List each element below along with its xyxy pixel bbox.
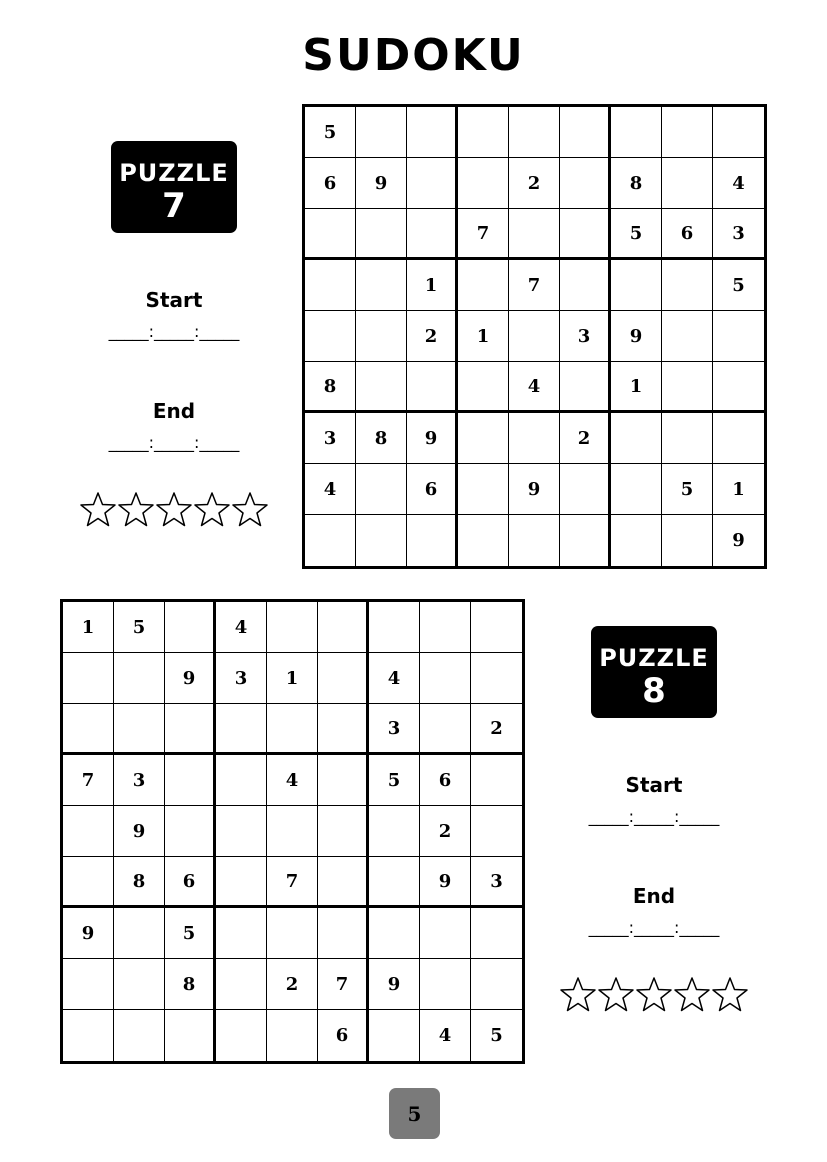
sudoku-cell[interactable]: 8 bbox=[611, 158, 662, 209]
sudoku-cell[interactable] bbox=[662, 260, 713, 311]
sudoku-cell[interactable]: 1 bbox=[407, 260, 458, 311]
sudoku-cell[interactable] bbox=[611, 260, 662, 311]
sudoku-cell[interactable]: 2 bbox=[471, 704, 522, 755]
sudoku-cell[interactable] bbox=[356, 107, 407, 158]
sudoku-cell[interactable] bbox=[216, 908, 267, 959]
star-icon[interactable] bbox=[79, 491, 117, 529]
sudoku-cell[interactable]: 9 bbox=[165, 653, 216, 704]
sudoku-cell[interactable]: 1 bbox=[713, 464, 764, 515]
sudoku-cell[interactable] bbox=[216, 959, 267, 1010]
sudoku-cell[interactable] bbox=[114, 704, 165, 755]
sudoku-cell[interactable] bbox=[662, 413, 713, 464]
sudoku-cell[interactable]: 2 bbox=[420, 806, 471, 857]
sudoku-cell[interactable]: 4 bbox=[267, 755, 318, 806]
sudoku-cell[interactable] bbox=[114, 908, 165, 959]
sudoku-cell[interactable] bbox=[305, 209, 356, 260]
star-icon[interactable] bbox=[231, 491, 269, 529]
sudoku-cell[interactable]: 2 bbox=[267, 959, 318, 1010]
sudoku-cell[interactable]: 8 bbox=[165, 959, 216, 1010]
sudoku-cell[interactable] bbox=[611, 107, 662, 158]
sudoku-cell[interactable] bbox=[407, 107, 458, 158]
sudoku-cell[interactable]: 3 bbox=[305, 413, 356, 464]
sudoku-cell[interactable] bbox=[560, 107, 611, 158]
sudoku-grid bbox=[302, 104, 767, 569]
sudoku-cell[interactable] bbox=[165, 602, 216, 653]
star-rating[interactable] bbox=[79, 491, 269, 529]
sudoku-cell[interactable] bbox=[420, 602, 471, 653]
sudoku-cell[interactable]: 3 bbox=[114, 755, 165, 806]
sudoku-cell[interactable] bbox=[165, 704, 216, 755]
sudoku-cell[interactable]: 2 bbox=[407, 311, 458, 362]
sudoku-cell[interactable] bbox=[560, 515, 611, 566]
sudoku-cell[interactable] bbox=[662, 107, 713, 158]
sudoku-cell[interactable]: 9 bbox=[509, 464, 560, 515]
sudoku-cell[interactable] bbox=[458, 515, 509, 566]
sudoku-cell[interactable] bbox=[356, 515, 407, 566]
sudoku-cell[interactable]: 6 bbox=[165, 857, 216, 908]
sudoku-cell[interactable] bbox=[318, 755, 369, 806]
end-label: End bbox=[152, 399, 196, 423]
sudoku-cell[interactable] bbox=[713, 413, 764, 464]
sudoku-cell[interactable] bbox=[369, 602, 420, 653]
sudoku-cell[interactable] bbox=[318, 857, 369, 908]
sudoku-cell[interactable] bbox=[267, 1010, 318, 1061]
sudoku-cell[interactable]: 4 bbox=[420, 1010, 471, 1061]
sudoku-cell[interactable] bbox=[407, 209, 458, 260]
sudoku-cell[interactable]: 1 bbox=[458, 311, 509, 362]
sudoku-cell[interactable] bbox=[458, 158, 509, 209]
sudoku-cell[interactable] bbox=[114, 1010, 165, 1061]
sudoku-cell[interactable] bbox=[560, 464, 611, 515]
sudoku-cell[interactable] bbox=[471, 755, 522, 806]
sudoku-cell[interactable]: 4 bbox=[216, 602, 267, 653]
star-icon[interactable] bbox=[559, 976, 597, 1014]
sudoku-cell[interactable] bbox=[458, 464, 509, 515]
sudoku-cell[interactable] bbox=[63, 806, 114, 857]
sudoku-cell[interactable] bbox=[713, 311, 764, 362]
sudoku-cell[interactable]: 8 bbox=[356, 413, 407, 464]
sudoku-cell[interactable] bbox=[63, 959, 114, 1010]
sudoku-cell[interactable] bbox=[63, 653, 114, 704]
sudoku-cell[interactable] bbox=[509, 311, 560, 362]
star-icon[interactable] bbox=[673, 976, 711, 1014]
sudoku-cell[interactable] bbox=[216, 1010, 267, 1061]
start-time-field[interactable]: _____:_____:_____ bbox=[588, 807, 720, 826]
sudoku-cell[interactable] bbox=[305, 260, 356, 311]
sudoku-cell[interactable]: 5 bbox=[165, 908, 216, 959]
sudoku-cell[interactable]: 5 bbox=[305, 107, 356, 158]
star-icon[interactable] bbox=[155, 491, 193, 529]
sudoku-cell[interactable] bbox=[420, 653, 471, 704]
sudoku-cell[interactable] bbox=[165, 755, 216, 806]
sudoku-cell[interactable]: 8 bbox=[114, 857, 165, 908]
page-title: SUDOKU bbox=[302, 30, 525, 81]
sudoku-cell[interactable] bbox=[216, 704, 267, 755]
sudoku-cell[interactable] bbox=[611, 515, 662, 566]
sudoku-cell[interactable]: 6 bbox=[407, 464, 458, 515]
sudoku-cell[interactable] bbox=[420, 704, 471, 755]
sudoku-cell[interactable] bbox=[611, 464, 662, 515]
sudoku-cell[interactable]: 1 bbox=[267, 653, 318, 704]
sudoku-cell[interactable]: 5 bbox=[114, 602, 165, 653]
sudoku-cell[interactable]: 6 bbox=[662, 209, 713, 260]
sudoku-cell[interactable] bbox=[662, 362, 713, 413]
end-label: End bbox=[632, 884, 676, 908]
sudoku-cell[interactable] bbox=[662, 515, 713, 566]
sudoku-cell[interactable] bbox=[305, 515, 356, 566]
end-time-field[interactable]: _____:_____:_____ bbox=[108, 433, 240, 452]
sudoku-cell[interactable] bbox=[63, 1010, 114, 1061]
star-icon[interactable] bbox=[711, 976, 749, 1014]
sudoku-grid bbox=[60, 599, 525, 1064]
puzzle-badge-number: 8 bbox=[642, 671, 666, 711]
sudoku-cell[interactable] bbox=[318, 653, 369, 704]
sudoku-cell[interactable] bbox=[662, 311, 713, 362]
sudoku-cell[interactable] bbox=[369, 857, 420, 908]
sudoku-cell[interactable]: 3 bbox=[216, 653, 267, 704]
sudoku-cell[interactable]: 6 bbox=[318, 1010, 369, 1061]
sudoku-cell[interactable]: 8 bbox=[305, 362, 356, 413]
sudoku-cell[interactable] bbox=[509, 209, 560, 260]
star-icon[interactable] bbox=[117, 491, 155, 529]
sudoku-cell[interactable]: 9 bbox=[732, 530, 745, 551]
sudoku-cell[interactable] bbox=[458, 362, 509, 413]
sudoku-cell[interactable] bbox=[267, 908, 318, 959]
star-icon[interactable] bbox=[597, 976, 635, 1014]
start-time-field[interactable]: _____:_____:_____ bbox=[108, 322, 240, 341]
sudoku-cell[interactable] bbox=[356, 311, 407, 362]
sudoku-cell[interactable] bbox=[407, 158, 458, 209]
sudoku-cell[interactable]: 2 bbox=[509, 158, 560, 209]
sudoku-cell[interactable] bbox=[267, 602, 318, 653]
sudoku-cell[interactable]: 3 bbox=[713, 209, 764, 260]
page-number: 5 bbox=[389, 1088, 440, 1139]
sudoku-cell[interactable] bbox=[216, 806, 267, 857]
start-label: Start bbox=[625, 773, 683, 797]
sudoku-cell[interactable]: 4 bbox=[713, 158, 764, 209]
sudoku-cell[interactable] bbox=[662, 158, 713, 209]
sudoku-cell[interactable] bbox=[356, 260, 407, 311]
sudoku-cell[interactable] bbox=[420, 908, 471, 959]
sudoku-cell[interactable] bbox=[267, 704, 318, 755]
sudoku-cell[interactable] bbox=[713, 107, 764, 158]
start-label: Start bbox=[145, 288, 203, 312]
sudoku-cell[interactable] bbox=[369, 908, 420, 959]
sudoku-cell[interactable]: 5 bbox=[369, 755, 420, 806]
sudoku-cell[interactable] bbox=[471, 653, 522, 704]
sudoku-cell[interactable] bbox=[509, 515, 560, 566]
sudoku-cell[interactable] bbox=[560, 362, 611, 413]
sudoku-cell[interactable] bbox=[318, 908, 369, 959]
sudoku-cell[interactable] bbox=[407, 362, 458, 413]
star-icon[interactable] bbox=[193, 491, 231, 529]
sudoku-cell[interactable]: 9 bbox=[63, 908, 114, 959]
sudoku-cell[interactable] bbox=[407, 515, 458, 566]
sudoku-cell[interactable] bbox=[63, 704, 114, 755]
sudoku-cell[interactable]: 9 bbox=[420, 857, 471, 908]
sudoku-cell[interactable] bbox=[471, 959, 522, 1010]
sudoku-cell[interactable]: 5 bbox=[662, 464, 713, 515]
sudoku-cell[interactable] bbox=[560, 158, 611, 209]
sudoku-cell[interactable] bbox=[458, 413, 509, 464]
sudoku-cell[interactable] bbox=[165, 806, 216, 857]
sudoku-cell[interactable]: 9 bbox=[407, 413, 458, 464]
sudoku-cell[interactable]: 3 bbox=[369, 704, 420, 755]
sudoku-cell[interactable] bbox=[471, 908, 522, 959]
sudoku-cell[interactable] bbox=[560, 260, 611, 311]
sudoku-cell[interactable]: 5 bbox=[611, 209, 662, 260]
sudoku-cell[interactable] bbox=[458, 107, 509, 158]
sudoku-cell[interactable] bbox=[318, 704, 369, 755]
sudoku-cell[interactable] bbox=[305, 311, 356, 362]
sudoku-cell[interactable] bbox=[114, 653, 165, 704]
puzzle-badge bbox=[111, 141, 237, 233]
sudoku-cell[interactable]: 9 bbox=[369, 959, 420, 1010]
sudoku-cell[interactable]: 3 bbox=[471, 857, 522, 908]
sudoku-cell[interactable]: 6 bbox=[305, 158, 356, 209]
sudoku-cell[interactable]: 9 bbox=[611, 311, 662, 362]
sudoku-cell[interactable]: 2 bbox=[560, 413, 611, 464]
sudoku-cell[interactable] bbox=[318, 602, 369, 653]
sudoku-cell[interactable]: 7 bbox=[63, 755, 114, 806]
sudoku-cell[interactable]: 5 bbox=[713, 260, 764, 311]
sudoku-cell[interactable] bbox=[356, 464, 407, 515]
sudoku-cell[interactable] bbox=[713, 362, 764, 413]
sudoku-cell[interactable] bbox=[216, 755, 267, 806]
sudoku-cell[interactable]: 3 bbox=[560, 311, 611, 362]
star-rating[interactable] bbox=[559, 976, 749, 1014]
sudoku-cell[interactable] bbox=[509, 413, 560, 464]
sudoku-cell[interactable] bbox=[356, 362, 407, 413]
star-icon[interactable] bbox=[635, 976, 673, 1014]
sudoku-cell[interactable] bbox=[63, 857, 114, 908]
sudoku-cell[interactable] bbox=[165, 1010, 216, 1061]
sudoku-cell[interactable] bbox=[471, 602, 522, 653]
sudoku-cell[interactable]: 7 bbox=[318, 959, 369, 1010]
sudoku-cell[interactable]: 9 bbox=[356, 158, 407, 209]
sudoku-cell[interactable]: 4 bbox=[369, 653, 420, 704]
sudoku-cell[interactable]: 1 bbox=[63, 602, 114, 653]
sudoku-cell[interactable] bbox=[560, 209, 611, 260]
sudoku-cell[interactable] bbox=[611, 413, 662, 464]
sudoku-cell[interactable] bbox=[114, 959, 165, 1010]
sudoku-cell[interactable] bbox=[420, 959, 471, 1010]
puzzle-badge-label: PUZZLE bbox=[119, 159, 229, 187]
puzzle-badge-number: 7 bbox=[162, 186, 186, 226]
end-time-field[interactable]: _____:_____:_____ bbox=[588, 918, 720, 937]
puzzle-badge bbox=[591, 626, 717, 718]
sudoku-cell[interactable]: 9 bbox=[114, 806, 165, 857]
sudoku-cell[interactable]: 6 bbox=[420, 755, 471, 806]
sudoku-cell[interactable] bbox=[369, 1010, 420, 1061]
sudoku-cell[interactable] bbox=[267, 806, 318, 857]
sudoku-cell[interactable]: 1 bbox=[611, 362, 662, 413]
sudoku-cell[interactable] bbox=[458, 260, 509, 311]
sudoku-cell[interactable]: 5 bbox=[490, 1025, 503, 1046]
sudoku-cell[interactable] bbox=[369, 806, 420, 857]
sudoku-cell[interactable] bbox=[509, 107, 560, 158]
sudoku-cell[interactable]: 7 bbox=[267, 857, 318, 908]
sudoku-cell[interactable]: 7 bbox=[509, 260, 560, 311]
sudoku-cell[interactable]: 7 bbox=[458, 209, 509, 260]
sudoku-cell[interactable] bbox=[318, 806, 369, 857]
sudoku-cell[interactable] bbox=[471, 806, 522, 857]
puzzle-badge-label: PUZZLE bbox=[599, 644, 709, 672]
sudoku-cell[interactable] bbox=[356, 209, 407, 260]
sudoku-cell[interactable] bbox=[216, 857, 267, 908]
sudoku-cell[interactable]: 4 bbox=[305, 464, 356, 515]
sudoku-cell[interactable]: 4 bbox=[509, 362, 560, 413]
